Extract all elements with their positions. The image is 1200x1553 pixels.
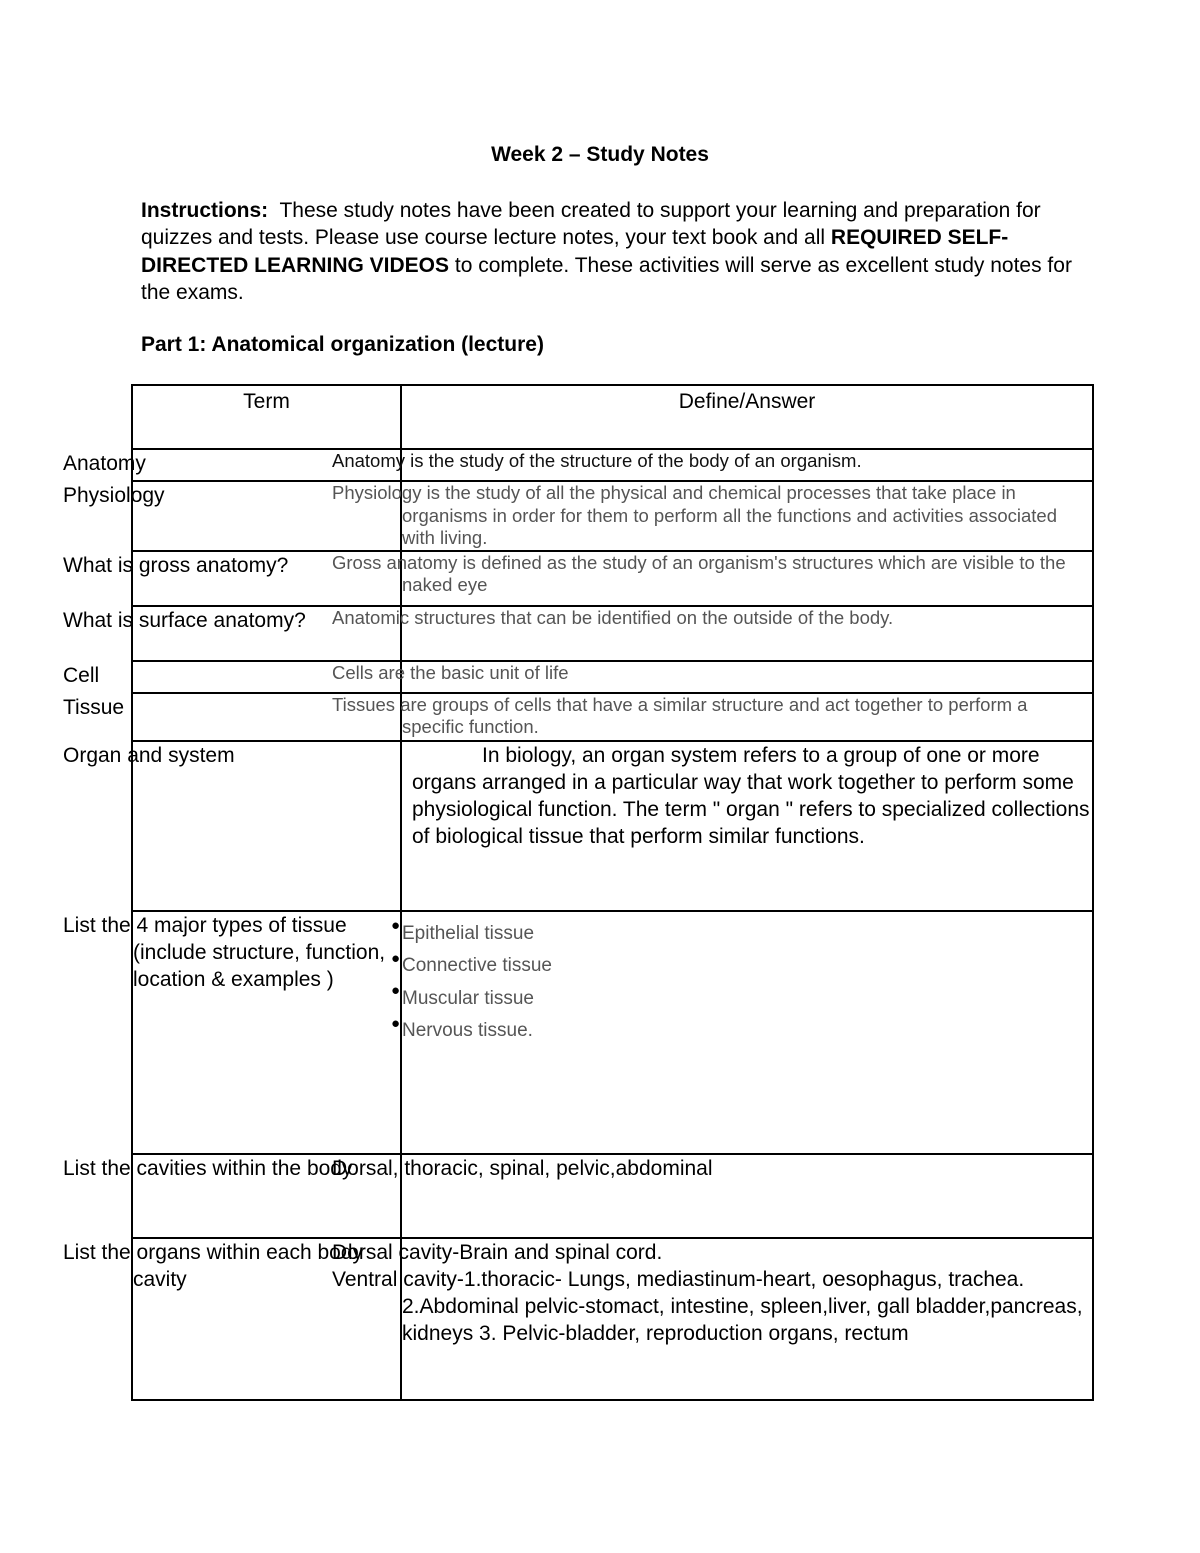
answer-text: Tissues are groups of cells that have a similar structure and act together to perform a specific function. <box>332 693 1028 737</box>
term-cell: List the cavities within the body <box>132 1154 401 1238</box>
answer-cell <box>332 606 1093 661</box>
table-row <box>132 606 1093 661</box>
required-videos-text: REQUIRED SELF-DIRECTED LEARNING VIDEOS <box>141 226 1009 277</box>
answer-cell <box>332 449 1093 481</box>
instructions-paragraph <box>141 197 1081 306</box>
part-1-heading: Part 1: Anatomical organization (lecture) <box>141 333 544 356</box>
bullet-icon: ● <box>391 982 401 999</box>
answer-cell <box>332 661 1093 693</box>
instructions-text-end: to complete. These activities will serve as excellent study notes for the exams. <box>141 253 1072 304</box>
instructions-label: Instructions: <box>141 199 269 222</box>
term-cell: Organ and system <box>132 741 401 911</box>
answer-line: Ventral cavity-1.thoracic- Lungs, mediastinum-heart, oesophagus, trachea. 2.Abdominal pelvic-stomact, intestine, spleen,liver, gall bladder,pancreas, kidneys 3. Pelvic-bladder, reproduction organs, rectum <box>332 1267 1083 1345</box>
answer-cell <box>332 693 1093 741</box>
list-item: Muscular tissue <box>402 987 534 1009</box>
term-text: List the 4 major types of tissue (include structure, function, location & examples ) <box>63 913 386 991</box>
answer-cell <box>332 551 1093 606</box>
answer-cell: In biology, an organ system refers to a group of one or more organs arranged in a particular way that work together to perform some physiological function. The term " organ " refers to specialized collections of biological tissue that perform similar functions. <box>401 741 1093 911</box>
answer-cell <box>401 911 1093 1154</box>
term-cell: What is gross anatomy? <box>132 551 401 606</box>
term-cell: Cell <box>132 661 401 693</box>
table-header-row <box>132 385 1093 449</box>
bullet-icon: ● <box>391 917 401 934</box>
table-row <box>132 449 1093 481</box>
list-item: Epithelial tissue <box>402 922 535 944</box>
answer-cell <box>332 1238 1093 1400</box>
table-row <box>132 741 1093 911</box>
table-row <box>132 661 1093 693</box>
answer-text: Physiology is the study of all the physical and chemical processes that take place in organisms in order for them to perform all the functions and activities associated with living. <box>332 482 1058 548</box>
term-cell: What is surface anatomy? <box>132 606 401 661</box>
page-title: Week 2 – Study Notes <box>491 143 709 166</box>
table-row <box>132 911 1093 1154</box>
bullet-icon: ● <box>391 1014 401 1032</box>
bullet-icon: ● <box>391 949 401 967</box>
table-row <box>132 693 1093 741</box>
term-cell: Tissue <box>132 693 401 741</box>
answer-text: Anatomic structures that can be identified on the outside of the body. <box>332 606 894 628</box>
answer-text: Anatomy is the study of the structure of the body of an organism. <box>332 450 862 471</box>
term-cell: Anatomy <box>132 449 401 481</box>
list-item: Connective tissue <box>402 955 552 976</box>
study-notes-table <box>63 384 1094 1401</box>
instructions-text: These study notes have been created to support your learning and preparation for quizzes and tests. Please use course lecture notes, your text book and all <box>141 199 1041 250</box>
bullet-markers <box>391 910 403 1040</box>
header-term: Term <box>132 385 401 449</box>
tissue-types-list <box>402 918 1092 1048</box>
answer-text: Cells are the basic unit of life <box>332 661 569 683</box>
answer-line: Dorsal cavity-Brain and spinal cord. <box>332 1240 663 1264</box>
term-cell: Physiology <box>132 481 401 551</box>
table-row <box>132 551 1093 606</box>
term-cell <box>63 911 401 1154</box>
list-item: Nervous tissue. <box>402 1020 533 1041</box>
table-row <box>132 1154 1093 1238</box>
table-row <box>132 481 1093 551</box>
answer-cell <box>332 481 1093 551</box>
answer-cell: Dorsal, thoracic, spinal, pelvic,abdominal <box>401 1154 1093 1238</box>
term-cell: List the organs within each body cavity <box>132 1238 401 1400</box>
header-define: Define/Answer <box>401 385 1093 449</box>
table-row <box>132 1238 1093 1400</box>
answer-text: Gross anatomy is defined as the study of an organism's structures which are visible to the naked eye <box>332 551 1066 595</box>
